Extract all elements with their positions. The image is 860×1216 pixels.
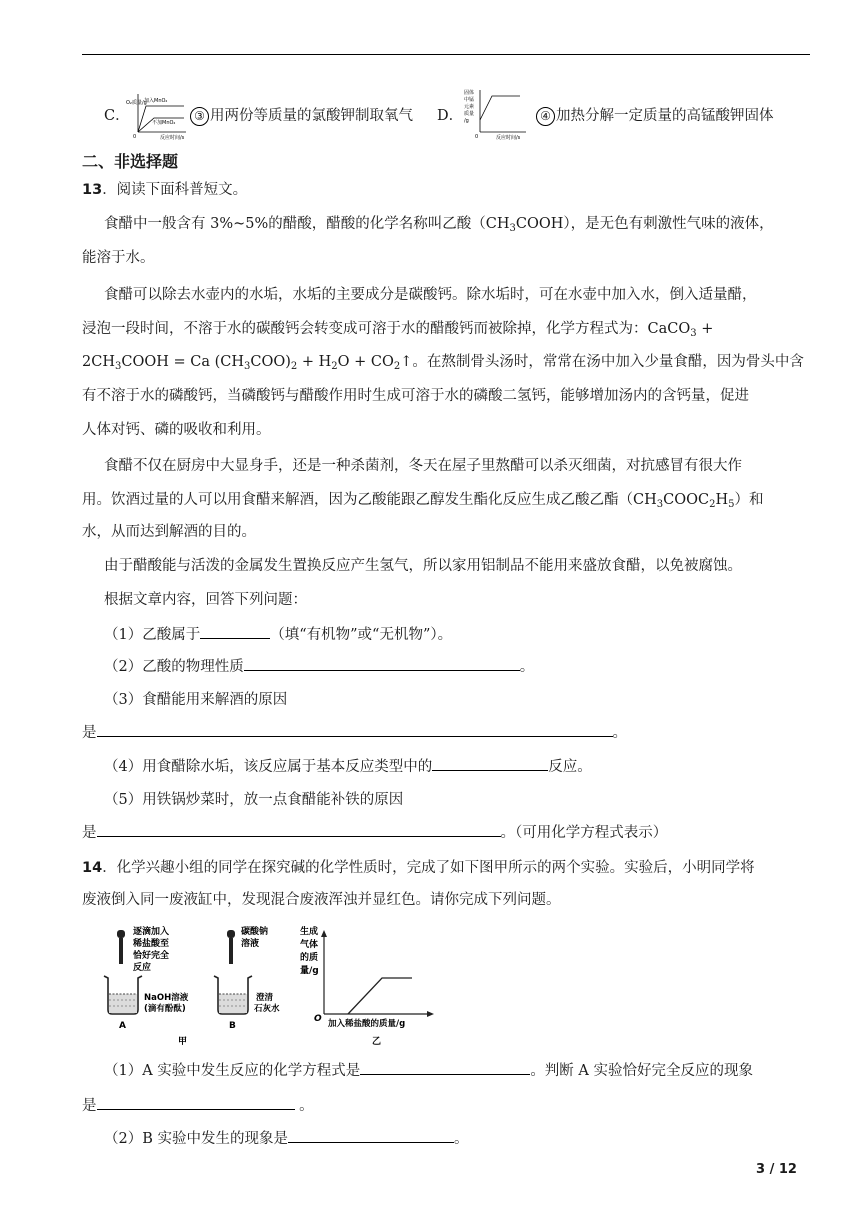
- q14-sub1-equation-blank[interactable]: [360, 1060, 530, 1075]
- q14-line2: 废液倒入同一废液缸中，发现混合废液浑浊并显红色。请你完成下列问题。: [82, 892, 561, 908]
- page-number: 3 / 12: [756, 1162, 797, 1177]
- q13-sub5-answer-blank[interactable]: [97, 822, 501, 837]
- q13-para2-line2: 浸泡一段时间，不溶于水的碳酸钙会转变成可溶于水的醋酸钙而被除掉，化学方程式为：CaCO$_3$ +: [82, 321, 714, 339]
- option-c-text: [190, 106, 413, 126]
- option-c-line1: 加入MnO₂: [144, 98, 168, 104]
- option-d-desc: 加热分解一定质量的高锰酸钾固体: [556, 108, 774, 124]
- q13-para3-line2: 用。饮酒过量的人可以用食醋来解酒，因为乙酸能跟乙醇发生酯化反应生成乙酸乙酯$(CH_3COOC_2H_5)$和: [82, 492, 764, 510]
- q13-sub5-line1: （5）用铁锅炒菜时，放一点食醋能补铁的原因: [104, 792, 404, 808]
- q14-jia-label: 甲: [178, 1037, 188, 1047]
- q14-number: 14: [82, 860, 103, 876]
- option-d-figure: [462, 86, 528, 142]
- option-d-origin: 0: [475, 134, 479, 140]
- option-c-line2: 不加MnO₂: [152, 120, 176, 126]
- q13-sub4-answer-blank[interactable]: [432, 756, 548, 771]
- q13-sub3-answer-blank[interactable]: [97, 722, 613, 737]
- q14-yi-label: 乙: [372, 1037, 382, 1047]
- q13-para1-line1: 食醋中一般含有 3%~5%的醋酸，醋酸的化学名称叫乙酸$(CH_3COOH)$，是无色有刺激性气味的液体，: [104, 216, 774, 234]
- q14-sub2: （2）B 实验中发生的现象是 。: [104, 1128, 469, 1149]
- q13-sub1: （1）乙酸属于 （填“有机物”或“无机物”）。: [104, 624, 452, 645]
- q13-para2-line4: 有不溶于水的磷酸钙，当磷酸钙与醋酸作用时生成可溶于水的磷酸二氢钙，能够增加汤内的含钙量，促进: [82, 388, 749, 404]
- q14-line1: 14．化学兴趣小组的同学在探究碱的化学性质时，完成了如下图甲所示的两个实验。实验后，小明同学将: [82, 860, 755, 876]
- q14-a-note-1: 逐滴加入: [133, 927, 170, 937]
- q14-b-note-2: 溶液: [241, 939, 260, 949]
- q13-sub2: （2）乙酸的物理性质 。: [104, 656, 534, 677]
- option-d-circle: ④: [536, 107, 555, 126]
- q13-para2-line1: 食醋可以除去水壶内的水垢，水垢的主要成分是碳酸钙。除水垢时，可在水壶中加入水，倒入适量醋，: [104, 287, 757, 303]
- q13-sub5-line2: 是 。（可用化学方程式表示）: [82, 822, 667, 843]
- option-d-ylabel-4: 质量: [464, 111, 475, 117]
- option-c-figure: [124, 90, 188, 142]
- q13-para2-line3: $2CH_3COOH = Ca$ $(CH_3COO)_2 + H_2O$ + $CO_2↑$。在熬制骨头汤时，常常在汤中加入少量食醋，因为骨头中含: [82, 354, 804, 372]
- q13-sub3-line1: （3）食醋能用来解酒的原因: [104, 692, 288, 708]
- q14-a-note-2: 稀盐酸至: [133, 939, 170, 949]
- section-title: 二、非选择题: [82, 152, 179, 171]
- q14-a-note-4: 反应: [133, 963, 152, 973]
- q13-heading: [82, 180, 247, 200]
- q13-sub2-answer-blank[interactable]: [244, 656, 520, 671]
- q14-graph-xlabel: 加入稀盐酸的质量/g: [328, 1019, 406, 1029]
- q14-sub1-line2: 是 。: [82, 1095, 314, 1116]
- q13-para3-line1: 食醋不仅在厨房中大显身手，还是一种杀菌剂，冬天在屋子里熬醋可以杀灭细菌，对抗感冒有很大作: [104, 458, 742, 474]
- q14-a-label: A: [119, 1021, 126, 1031]
- q13-para3-line3: 水，从而达到解酒的目的。: [82, 524, 256, 540]
- q14-b-note-1: 碳酸钠: [241, 927, 269, 937]
- option-c-xlabel: 反应时间/s: [160, 135, 185, 141]
- q14-figure: [100, 920, 440, 1052]
- option-d-label: D．: [437, 108, 464, 124]
- q14-b-solution-2: 石灰水: [254, 1004, 280, 1014]
- q14-a-note-3: 恰好完全: [133, 951, 170, 961]
- q13-intro: ．阅读下面科普短文。: [102, 182, 248, 198]
- option-d-ylabel-3: 元素: [464, 104, 475, 110]
- option-d-ylabel-5: /g: [464, 118, 469, 124]
- option-c-origin: 0: [133, 134, 137, 140]
- q13-para5: 根据文章内容，回答下列问题：: [104, 592, 307, 608]
- q13-para1-line2: 能溶于水。: [82, 250, 155, 266]
- q14-b-solution-1: 澄清: [256, 993, 274, 1003]
- q14-sub1-phenomenon-blank[interactable]: [97, 1095, 295, 1110]
- q14-graph-ylabel-2: 气体: [300, 940, 319, 950]
- q13-number: 13: [82, 182, 103, 198]
- option-d-ylabel-2: 中锰: [464, 97, 475, 103]
- q13-para2-line5: 人体对钙、磷的吸收和利用。: [82, 422, 271, 438]
- option-c-ylabel: O₂质量/g: [126, 100, 147, 106]
- q14-graph-origin: O: [314, 1014, 322, 1024]
- option-d-text: [536, 106, 774, 126]
- q14-a-solution-1: NaOH溶液: [144, 993, 189, 1003]
- option-d-ylabel-1: 固体: [464, 90, 475, 96]
- q14-sub1-line1: （1）A 实验中发生反应的化学方程式是 。判断 A 实验恰好完全反应的现象: [104, 1060, 753, 1081]
- q14-a-solution-2: (滴有酚酞): [144, 1004, 186, 1014]
- option-c-circle: ③: [190, 107, 209, 126]
- option-d-xlabel: 反应时间/s: [496, 135, 521, 141]
- q14-sub2-answer-blank[interactable]: [288, 1128, 454, 1143]
- header-rule: [82, 54, 810, 55]
- q13-sub4: （4）用食醋除水垢，该反应属于基本反应类型中的 反应。: [104, 756, 592, 777]
- q14-b-label: B: [229, 1021, 236, 1031]
- q13-sub3-line2: 是 。: [82, 722, 627, 743]
- q13-para4: 由于醋酸能与活泼的金属发生置换反应产生氢气，所以家用铝制品不能用来盛放食醋，以免被腐蚀。: [104, 558, 742, 574]
- q13-sub1-answer-blank[interactable]: [200, 624, 270, 639]
- option-c-desc: 用两份等质量的氯酸钾制取氧气: [210, 108, 413, 124]
- q14-graph-ylabel-3: 的质: [300, 953, 319, 963]
- q14-graph-ylabel-4: 量/g: [300, 966, 319, 976]
- q14-graph-ylabel-1: 生成: [300, 927, 319, 937]
- option-c-label: C．: [104, 108, 130, 124]
